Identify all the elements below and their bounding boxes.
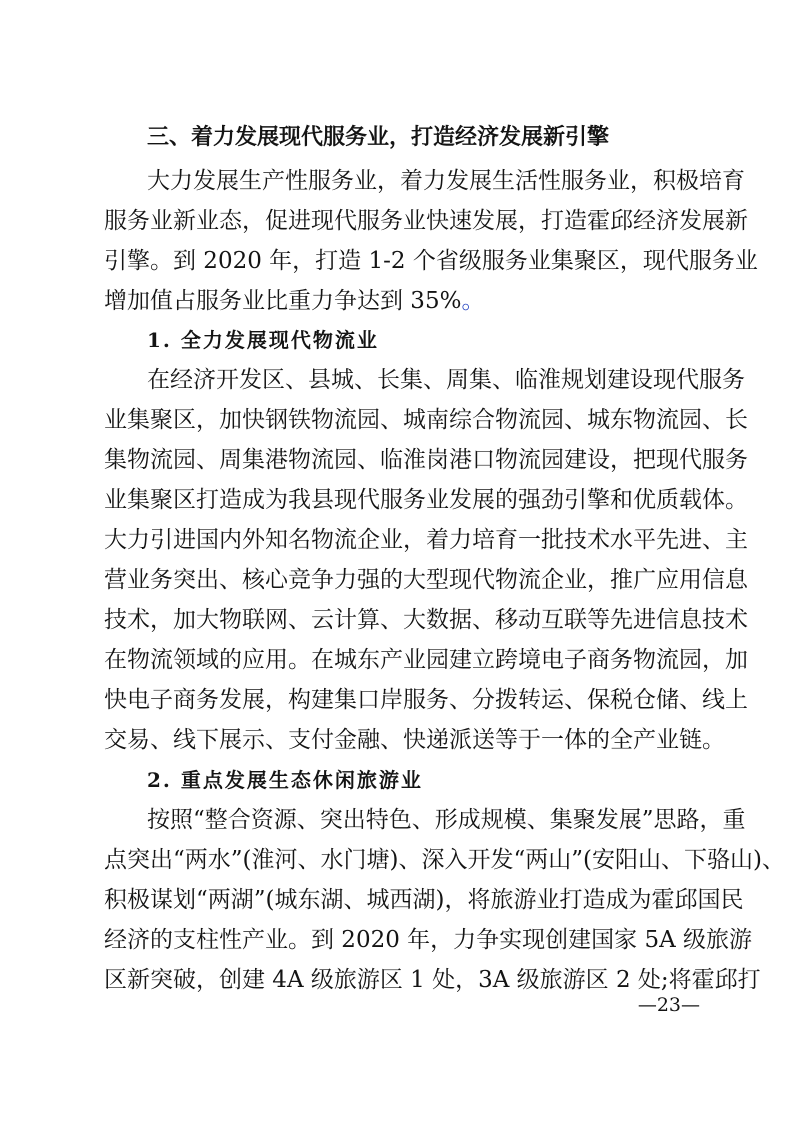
subsection-2-line-5: 区新突破，创建 4A 级旅游区 1 处，3A 级旅游区 2 处;将霍邱打: [104, 967, 761, 993]
intro-line-4-text: 增加值占服务业比重力争达到 35%: [104, 288, 462, 314]
intro-line-4: [104, 281, 696, 321]
subsection-2-line-4: 经济的支柱性产业。到 2020 年，力争实现创建国家 5A 级旅游: [104, 927, 753, 953]
subsection-1-line-6: 营业务突出、核心竞争力强的大型现代物流企业，推广应用信息: [104, 567, 748, 593]
page-number: —23—: [637, 994, 700, 1016]
subsection-1-line-3: 集物流园、周集港物流园、临淮岗港口物流园建设，把现代服务: [104, 447, 748, 473]
intro-line-3: 引擎。到 2020 年，打造 1-2 个省级服务业集聚区，现代服务业: [104, 248, 758, 274]
subsection-1-line-4: 业集聚区打造成为我县现代服务业发展的强劲引擎和优质载体。: [104, 487, 748, 513]
subsection-1-title: 1. 全力发展现代物流业: [147, 328, 379, 352]
subsection-1-line-1: 在经济开发区、县城、长集、周集、临淮规划建设现代服务: [147, 367, 745, 393]
subsection-1-line-10: 交易、线下展示、支付金融、快递派送等于一体的全产业链。: [104, 727, 725, 753]
subsection-1-line-5: 大力引进国内外知名物流企业，着力培育一批技术水平先进、主: [104, 527, 748, 553]
subsection-2-line-2: 点突出“两水”(淮河、水门塘)、深入开发“两山”(安阳山、下骆山)、: [104, 847, 785, 873]
intro-line-2: 服务业新业态，促进现代服务业快速发展，打造霍邱经济发展新: [104, 208, 748, 234]
intro-line-1: 大力发展生产性服务业，着力发展生活性服务业，积极培育: [147, 168, 745, 194]
subsection-2-line-3: 积极谋划“两湖”(城东湖、城西湖)，将旅游业打造成为霍邱国民: [104, 887, 744, 913]
subsection-1-line-2: 业集聚区，加快钢铁物流园、城南综合物流园、城东物流园、长: [104, 407, 748, 433]
subsection-1-line-8: 在物流领域的应用。在城东产业园建立跨境电子商务物流园，加: [104, 647, 748, 673]
subsection-1-line-7: 技术，加大物联网、云计算、大数据、移动互联等先进信息技术: [104, 607, 748, 633]
subsection-2-title: 2. 重点发展生态休闲旅游业: [147, 768, 423, 792]
intro-end-mark: 。: [461, 288, 485, 314]
subsection-2-line-1: 按照“整合资源、突出特色、形成规模、集聚发展”思路，重: [147, 807, 746, 833]
section-heading: 三、着力发展现代服务业，打造经济发展新引擎: [147, 124, 610, 150]
subsection-1-line-9: 快电子商务发展，构建集口岸服务、分拨转运、保税仓储、线上: [104, 687, 748, 713]
